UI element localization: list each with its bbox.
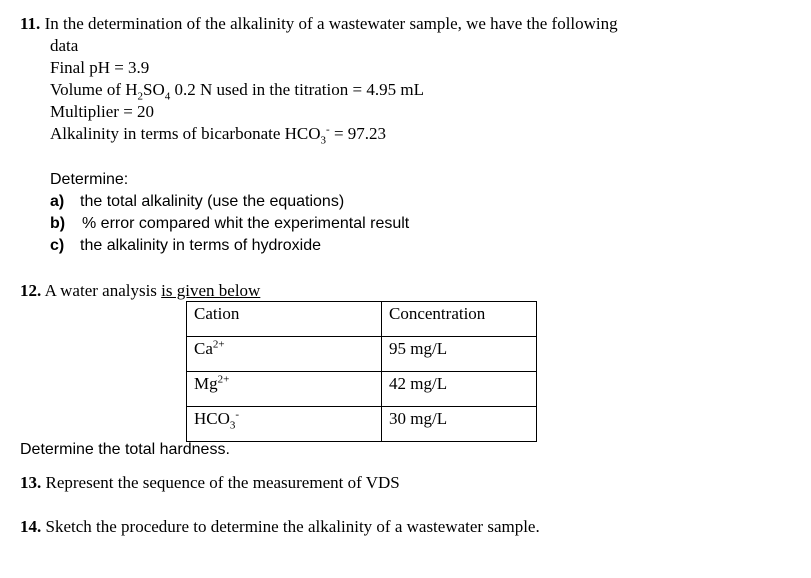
q14 — [20, 517, 540, 537]
q11-alk-sup: - — [326, 123, 330, 136]
header-cation: Cation — [187, 302, 382, 337]
q11-alk-sub: 3 — [320, 134, 327, 147]
header-concentration: Concentration — [382, 302, 537, 337]
table-row — [187, 337, 537, 372]
q11-ph: Final pH = 3.9 — [50, 58, 150, 77]
q11-intro-line1 — [20, 14, 618, 34]
q11-intro-line2: data — [50, 36, 79, 55]
q11-alkalinity — [50, 123, 387, 147]
cell-ion — [187, 372, 382, 407]
water-analysis-table — [186, 301, 537, 442]
q11-item-a — [50, 192, 344, 212]
q11-item-a-label: a) — [50, 193, 65, 210]
ion-symbol: Ca — [194, 339, 213, 358]
cell-value: 30 mg/L — [382, 407, 537, 442]
table-row — [187, 372, 537, 407]
q11-volume-mid: SO — [143, 80, 165, 99]
q11-item-a-text: the total alkalinity (use the equations) — [80, 193, 345, 210]
ion-subscript: 3 — [229, 419, 236, 432]
q11-item-c-text: the alkalinity in terms of hydroxide — [80, 237, 321, 254]
q11-item-b — [50, 214, 409, 234]
q11-item-b-label: b) — [50, 215, 66, 232]
q11-volume-prefix: Volume of H — [50, 80, 138, 99]
q11-number: 11. — [20, 14, 41, 33]
ion-symbol: Mg — [194, 374, 218, 393]
q11-alk-suffix: = 97.23 — [329, 124, 387, 143]
ion-charge: 2+ — [217, 373, 230, 386]
q12-determine: Determine the total hardness. — [20, 441, 230, 458]
ion-charge: - — [235, 408, 240, 421]
q11-volume-sub1: 2 — [137, 90, 144, 103]
q11-volume-suffix: 0.2 N used in the titration = 4.95 mL — [170, 80, 424, 99]
cell-value: 95 mg/L — [382, 337, 537, 372]
q11-volume-sub2: 4 — [164, 90, 171, 103]
q11-item-c — [50, 236, 321, 256]
q13 — [20, 473, 400, 493]
table-header-row — [187, 302, 537, 337]
cell-value: 42 mg/L — [382, 372, 537, 407]
q13-text: Represent the sequence of the measurement of VDS — [45, 473, 400, 492]
ion-charge: 2+ — [212, 338, 225, 351]
q11-item-c-label: c) — [50, 237, 65, 254]
q11-alk-prefix: Alkalinity in terms of bicarbonate HCO — [50, 124, 321, 143]
q11-item-b-text: % error compared whit the experimental result — [82, 215, 410, 232]
q11-multiplier: Multiplier = 20 — [50, 102, 155, 121]
q12-intro — [20, 281, 260, 301]
table-row — [187, 407, 537, 442]
q13-number: 13. — [20, 473, 42, 492]
q11-intro-text: In the determination of the alkalinity of a wastewater sample, we have the following — [44, 14, 618, 33]
q11-volume — [50, 80, 424, 103]
ion-symbol: HCO — [194, 409, 230, 428]
q14-number: 14. — [20, 517, 42, 536]
cell-ion — [187, 337, 382, 372]
q12-intro-b: is given below — [161, 281, 261, 300]
q14-text: Sketch the procedure to determine the alkalinity of a wastewater sample. — [45, 517, 540, 536]
cell-ion — [187, 407, 382, 442]
q12-number: 12. — [20, 281, 42, 300]
q11-determine: Determine: — [50, 171, 129, 188]
q12-intro-a: A water analysis — [44, 281, 162, 300]
